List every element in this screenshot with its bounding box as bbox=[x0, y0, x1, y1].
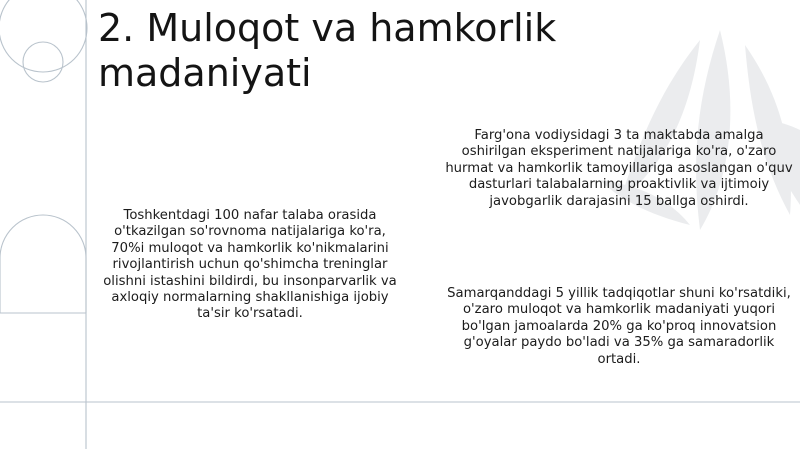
paragraph-samarqand: Samarqanddagi 5 yillik tadqiqotlar shuni ko'rsatdiki, o'zaro muloqot va hamkorlik madaniyati yuqori bo'lgan jamoalarda 20% ga ko'proq innovatsion g'oyalar paydo bo'ladi va 35% ga samaradorlik ortadi. bbox=[447, 286, 791, 367]
page-title: 2. Muloqot va hamkorlik madaniyati bbox=[98, 6, 557, 95]
left-arch-shape bbox=[0, 215, 86, 313]
paragraph-fargona: Farg'ona vodiysidagi 3 ta maktabda amalga oshirilgan eksperiment natijalariga ko'ra, o'zaro hurmat va hamkorlik tamoyillariga asoslangan o'quv dasturlari talabalarning proaktivlik va ijtimoiy javobgarlik darajasini 15 ballga oshirdi. bbox=[445, 128, 793, 209]
top-large-circle bbox=[0, 0, 87, 72]
paragraph-toshkent: Toshkentdagi 100 nafar talaba orasida o'tkazilgan so'rovnoma natijalariga ko'ra, 70%i muloqot va hamkorlik ko'nikmalarini rivojlantirish uchun qo'shimcha treninglar olishni istashini bildirdi, bu insonparvarlik va axloqiy normalarning shakllanishiga ijobiy ta'sir ko'rsatadi. bbox=[103, 208, 397, 322]
top-small-circle bbox=[23, 42, 63, 82]
